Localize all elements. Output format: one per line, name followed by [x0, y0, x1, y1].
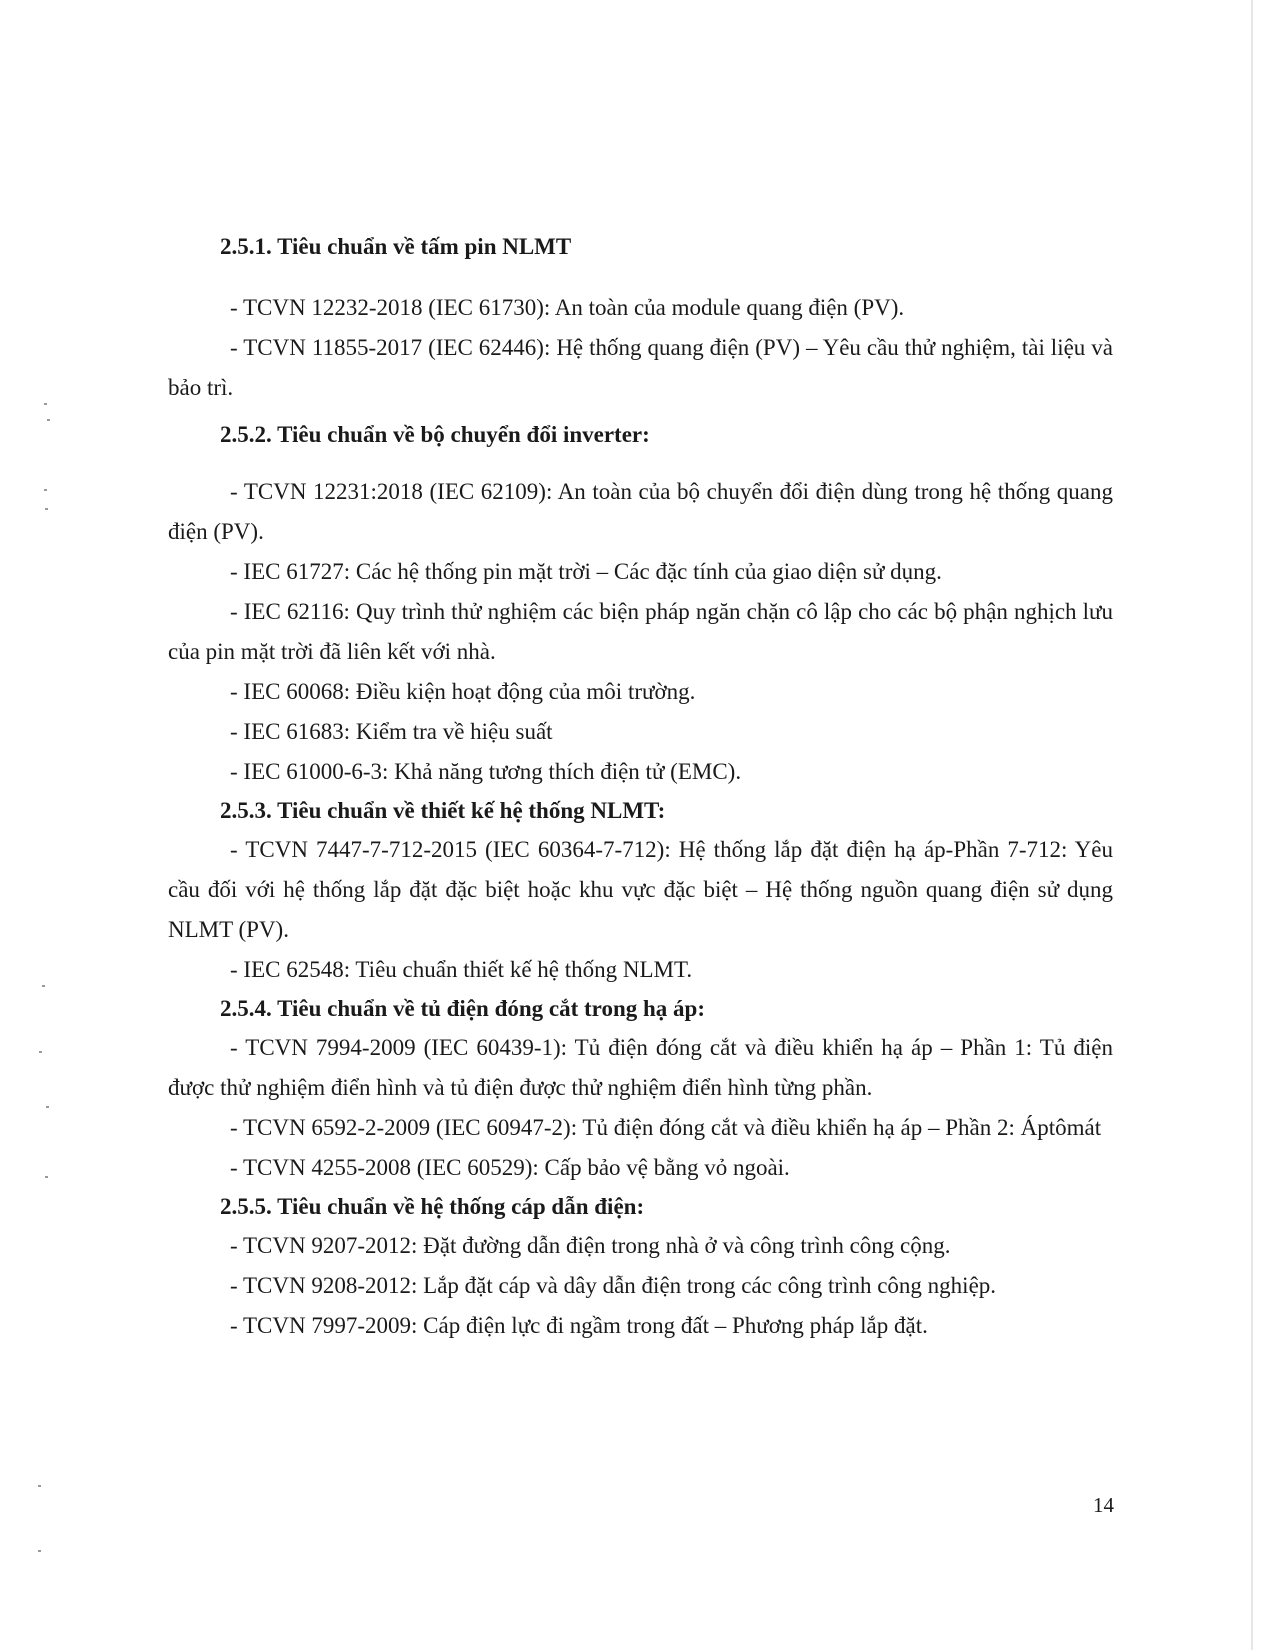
- section-2-5-5: [168, 1192, 1113, 1346]
- document-body: [168, 232, 1113, 1346]
- section-2-5-2: [168, 420, 1113, 792]
- standard-item: - TCVN 12231:2018 (IEC 62109): An toàn của bộ chuyển đổi điện dùng trong hệ thống quang điện (PV).: [168, 479, 1113, 544]
- scan-speck: [44, 403, 47, 405]
- standard-item: - TCVN 11855-2017 (IEC 62446): Hệ thống quang điện (PV) – Yêu cầu thử nghiệm, tài liệu và bảo trì.: [168, 335, 1113, 400]
- standard-item: - IEC 62116: Quy trình thử nghiệm các biện pháp ngăn chặn cô lập cho các bộ phận nghịch lưu của pin mặt trời đã liên kết với nhà.: [168, 599, 1113, 664]
- standard-item: - TCVN 7994-2009 (IEC 60439-1): Tủ điện đóng cắt và điều khiển hạ áp – Phần 1: Tủ điện được thử nghiệm điển hình và tủ điện được thử nghiệm điển hình từng phần.: [168, 1035, 1113, 1100]
- scan-speck: [45, 1176, 48, 1178]
- section-heading: 2.5.5. Tiêu chuẩn về hệ thống cáp dẫn điện:: [220, 1194, 645, 1219]
- standard-item: - TCVN 9208-2012: Lắp đặt cáp và dây dẫn điện trong các công trình công nghiệp.: [230, 1273, 997, 1298]
- scan-speck: [38, 1485, 41, 1487]
- scan-speck: [44, 489, 47, 491]
- scan-speck: [38, 1550, 41, 1552]
- standard-item: - TCVN 7447-7-712-2015 (IEC 60364-7-712): Hệ thống lắp đặt điện hạ áp-Phần 7-712: Yêu cầu đối với hệ thống lắp đặt đặc biệt hoặc khu vực đặc biệt – Hệ thống nguồn quang điện sử dụng NLMT (PV).: [168, 837, 1113, 942]
- standard-item: - IEC 61000-6-3: Khả năng tương thích điện tử (EMC).: [230, 759, 742, 784]
- section-2-5-3: [168, 796, 1113, 990]
- scan-speck: [45, 508, 48, 510]
- section-heading: 2.5.4. Tiêu chuẩn về tủ điện đóng cắt trong hạ áp:: [220, 996, 706, 1021]
- standard-item: - TCVN 6592-2-2009 (IEC 60947-2): Tủ điện đóng cắt và điều khiển hạ áp – Phần 2: Áptômát: [230, 1115, 1102, 1140]
- standard-item: - IEC 61727: Các hệ thống pin mặt trời – Các đặc tính của giao diện sử dụng.: [230, 559, 942, 584]
- scan-speck: [42, 985, 45, 987]
- scan-speck: [39, 1051, 42, 1053]
- scan-speck: [47, 419, 50, 421]
- section-2-5-1: [168, 232, 1113, 408]
- standard-item: - TCVN 4255-2008 (IEC 60529): Cấp bảo vệ bằng vỏ ngoài.: [230, 1155, 790, 1180]
- page-edge: [1251, 0, 1253, 1650]
- standard-item: - TCVN 7997-2009: Cáp điện lực đi ngầm trong đất – Phương pháp lắp đặt.: [230, 1313, 928, 1338]
- section-2-5-4: [168, 994, 1113, 1188]
- section-heading: 2.5.1. Tiêu chuẩn về tấm pin NLMT: [220, 234, 572, 259]
- standard-item: - TCVN 12232-2018 (IEC 61730): An toàn của module quang điện (PV).: [230, 295, 905, 320]
- scan-speck: [46, 1106, 49, 1108]
- standard-item: - TCVN 9207-2012: Đặt đường dẫn điện trong nhà ở và công trình công cộng.: [230, 1233, 951, 1258]
- standard-item: - IEC 62548: Tiêu chuẩn thiết kế hệ thống NLMT.: [230, 957, 693, 982]
- page-number: 14: [1093, 1493, 1114, 1517]
- section-heading: 2.5.2. Tiêu chuẩn về bộ chuyển đổi inverter:: [220, 422, 650, 447]
- standard-item: - IEC 60068: Điều kiện hoạt động của môi trường.: [230, 679, 696, 704]
- section-heading: 2.5.3. Tiêu chuẩn về thiết kế hệ thống NLMT:: [220, 798, 666, 823]
- standard-item: - IEC 61683: Kiểm tra về hiệu suất: [230, 719, 553, 744]
